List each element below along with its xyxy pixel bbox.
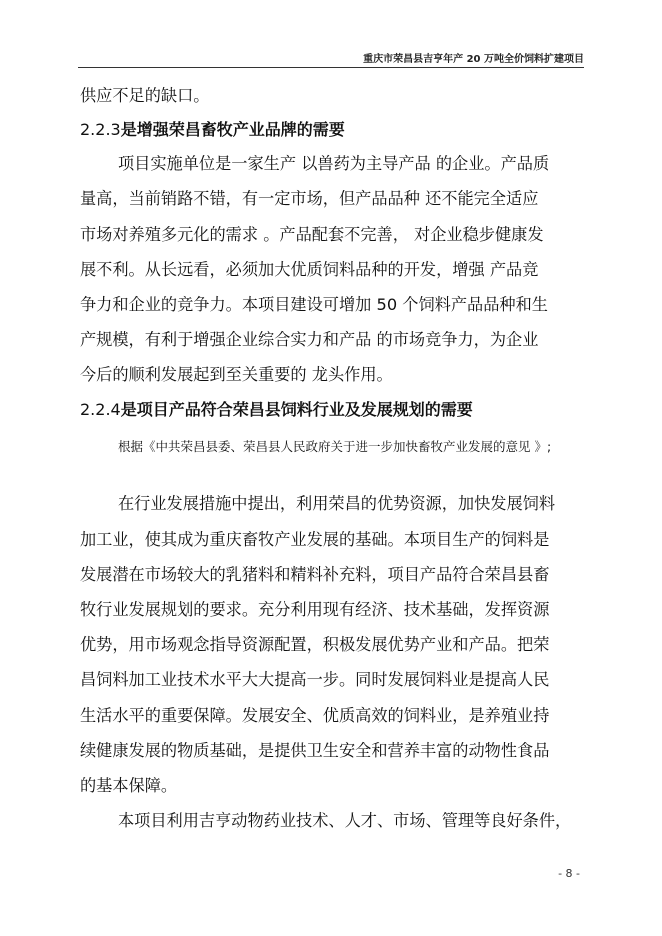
text-line: 市场对养殖多元化的需求 。产品配套不完善， 对企业稳步健康发 [80, 225, 544, 244]
text-line: 昌饲料加工业技术水平大大提高一步。同时发展饲料业是提高人民 [80, 670, 550, 689]
text-line: 牧行业发展规划的要求。充分利用现有经济、技术基础，发挥资源 [80, 600, 550, 619]
text-line: 生活水平的重要保障。发展安全、优质高效的饲料业，是养殖业持 [80, 706, 550, 725]
running-header: 重庆市荣昌县吉亨年产 20 万吨全价饲料扩建项目 [363, 54, 584, 65]
section-number: 2.2.3 [80, 120, 121, 139]
page-number: - 8 - [558, 867, 580, 880]
text-line: 量高，当前销路不错，有一定市场，但产品品种 还不能完全适应 [80, 189, 539, 208]
text-line: 展不利。从长远看，必须加大优质饲料品种的开发，增强 产品竞 [80, 260, 539, 279]
text-line: 发展潜在市场较大的乳猪料和精料补充料，项目产品符合荣昌县畜 [80, 565, 550, 584]
section-number: 2.2.4 [80, 400, 121, 419]
text-line: 续健康发展的物质基础，是提供卫生安全和营养丰富的动物性食品 [80, 741, 550, 760]
text-line: 根据《中共荣昌县委、荣昌县人民政府关于进一步加快畜牧产业发展的意见 》; [118, 439, 552, 454]
text-line: 争力和企业的竞争力。本项目建设可增加 50 个饲料产品品种和生 [80, 295, 548, 314]
text-line: 供应不足的缺口。 [80, 86, 210, 105]
text-line: 在行业发展措施中提出，利用荣昌的优势资源，加快发展饲料 [118, 494, 556, 513]
section-heading [80, 120, 345, 140]
section-title: 是项目产品符合荣昌县饲料行业及发展规划的需要 [120, 400, 473, 419]
text-line: 本项目利用吉亨动物药业技术、人才、市场、管理等良好条件， [118, 811, 572, 830]
text-line: 加工业，使其成为重庆畜牧产业发展的基础。本项目生产的饲料是 [80, 530, 550, 549]
text-line: 今后的顺利发展起到至关重要的 龙头作用。 [80, 365, 393, 384]
section-title: 是增强荣昌畜牧产业品牌的需要 [120, 120, 345, 139]
text-line: 产规模，有利于增强企业综合实力和产品 的市场竞争力，为企业 [80, 330, 539, 349]
text-line: 优势，用市场观念指导资源配置，积极发展优势产业和产品。把荣 [80, 635, 550, 654]
text-line: 的基本保障。 [80, 776, 178, 795]
text-line: 项目实施单位是一家生产 以兽药为主导产品 的企业。产品质 [118, 154, 550, 173]
section-heading [80, 400, 473, 420]
header-rule [78, 67, 584, 68]
